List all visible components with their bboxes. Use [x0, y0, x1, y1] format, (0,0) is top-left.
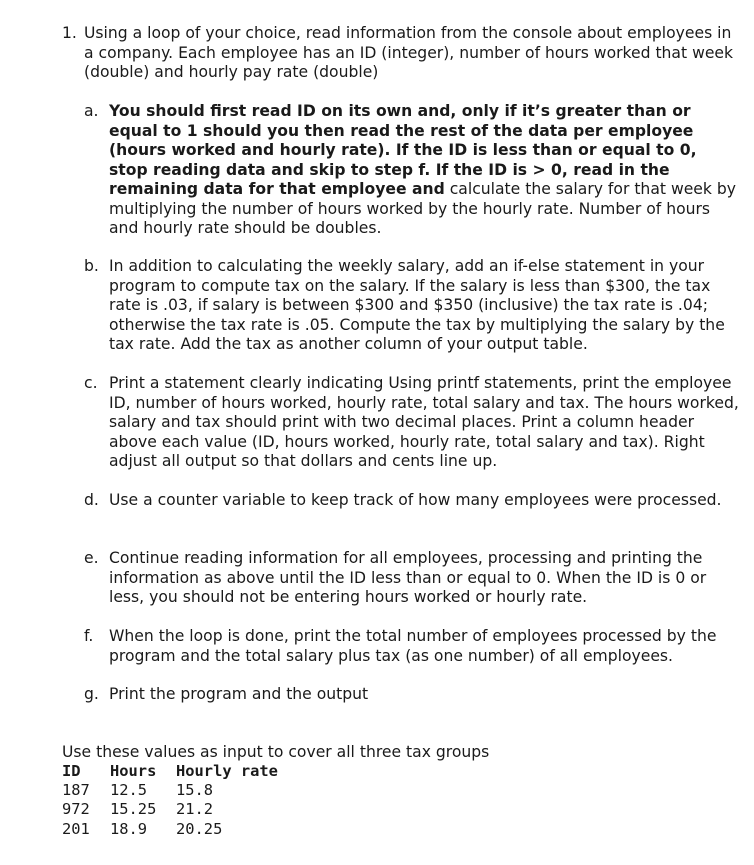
table-row: [62, 820, 306, 839]
part-c-text: Print a statement clearly indicating Using printf statements, print the employee ID, number of hours worked, hourly rate, total salary and tax. The hours worked, salary and tax should print with two decimal places. Print a column header above each value (ID, hours worked, hourly rate, total salary and tax). Right adjust all output so that dollars and cents line up.: [109, 374, 739, 470]
part-d-text: Use a counter variable to keep track of how many employees were processed.: [109, 491, 722, 509]
cell-hourly-rate: 20.25: [176, 819, 223, 838]
table-row: [62, 800, 306, 819]
input-values-table: [62, 762, 306, 839]
part-d: [84, 491, 740, 511]
part-f: [84, 627, 740, 666]
part-a-bold-text: You should first read ID on its own and, only if it’s greater than or equal to 1 should you then read the rest of the data per employee (hours worked and hourly rate). If the ID is less than or equal to 0, stop reading data and skip to step f. If the ID is > 0, read in the remaining data for that employee and: [109, 102, 697, 198]
cell-hourly-rate: 21.2: [176, 800, 214, 819]
part-a-letter: a.: [84, 102, 99, 120]
header-hours: Hours: [110, 762, 157, 780]
part-c-letter: c.: [84, 374, 98, 392]
cell-hours: 15.25: [110, 800, 157, 819]
part-b-letter: b.: [84, 257, 99, 275]
question-text: Using a loop of your choice, read information from the console about employees in a company. Each employee has an ID (integer), number of hours worked that week (double) and hourly pay rate (double): [84, 24, 734, 81]
part-b: [84, 257, 740, 355]
part-g-text: Print the program and the output: [109, 685, 369, 703]
cell-hours: 12.5: [110, 781, 148, 800]
part-a-text: calculate the salary for that week by multiplying the number of hours worked by the hourly rate. Number of hours and hourly rate should be doubles.: [109, 180, 736, 237]
table-row: [62, 781, 306, 800]
header-id: ID: [62, 762, 81, 780]
question-number: 1.: [62, 24, 77, 42]
part-c: [84, 374, 740, 472]
table-header-row: [62, 762, 306, 781]
part-e: [84, 549, 740, 608]
part-g-letter: g.: [84, 685, 99, 703]
part-e-text: Continue reading information for all employees, processing and printing the information as above until the ID less than or equal to 0. When the ID is 0 or less, you should not be entering hours worked or hourly rate.: [109, 549, 707, 606]
part-d-letter: d.: [84, 491, 99, 509]
cell-id: 201: [62, 819, 90, 838]
part-b-text: In addition to calculating the weekly salary, add an if-else statement in your program to compute tax on the salary. If the salary is less than $300, the tax rate is .03, if salary is between $300 and $350 (inclusive) the tax rate is .04; otherwise the tax rate is .05. Compute the tax by multiplying the salary by the tax rate. Add the tax as another column of your output table.: [109, 257, 725, 353]
part-e-letter: e.: [84, 549, 99, 567]
part-f-text: When the loop is done, print the total number of employees processed by the program and the total salary plus tax (as one number) of all employees.: [109, 627, 717, 665]
cell-id: 972: [62, 800, 90, 819]
cell-hourly-rate: 15.8: [176, 781, 214, 800]
input-values-intro: Use these values as input to cover all three tax groups: [62, 743, 490, 761]
question-1: [62, 24, 742, 83]
part-a-body: [109, 102, 740, 239]
part-g: [84, 685, 740, 705]
header-hourly-rate: Hourly rate: [176, 762, 278, 780]
cell-hours: 18.9: [110, 819, 148, 838]
cell-id: 187: [62, 781, 90, 800]
part-a: [84, 102, 740, 239]
part-f-letter: f.: [84, 627, 94, 645]
